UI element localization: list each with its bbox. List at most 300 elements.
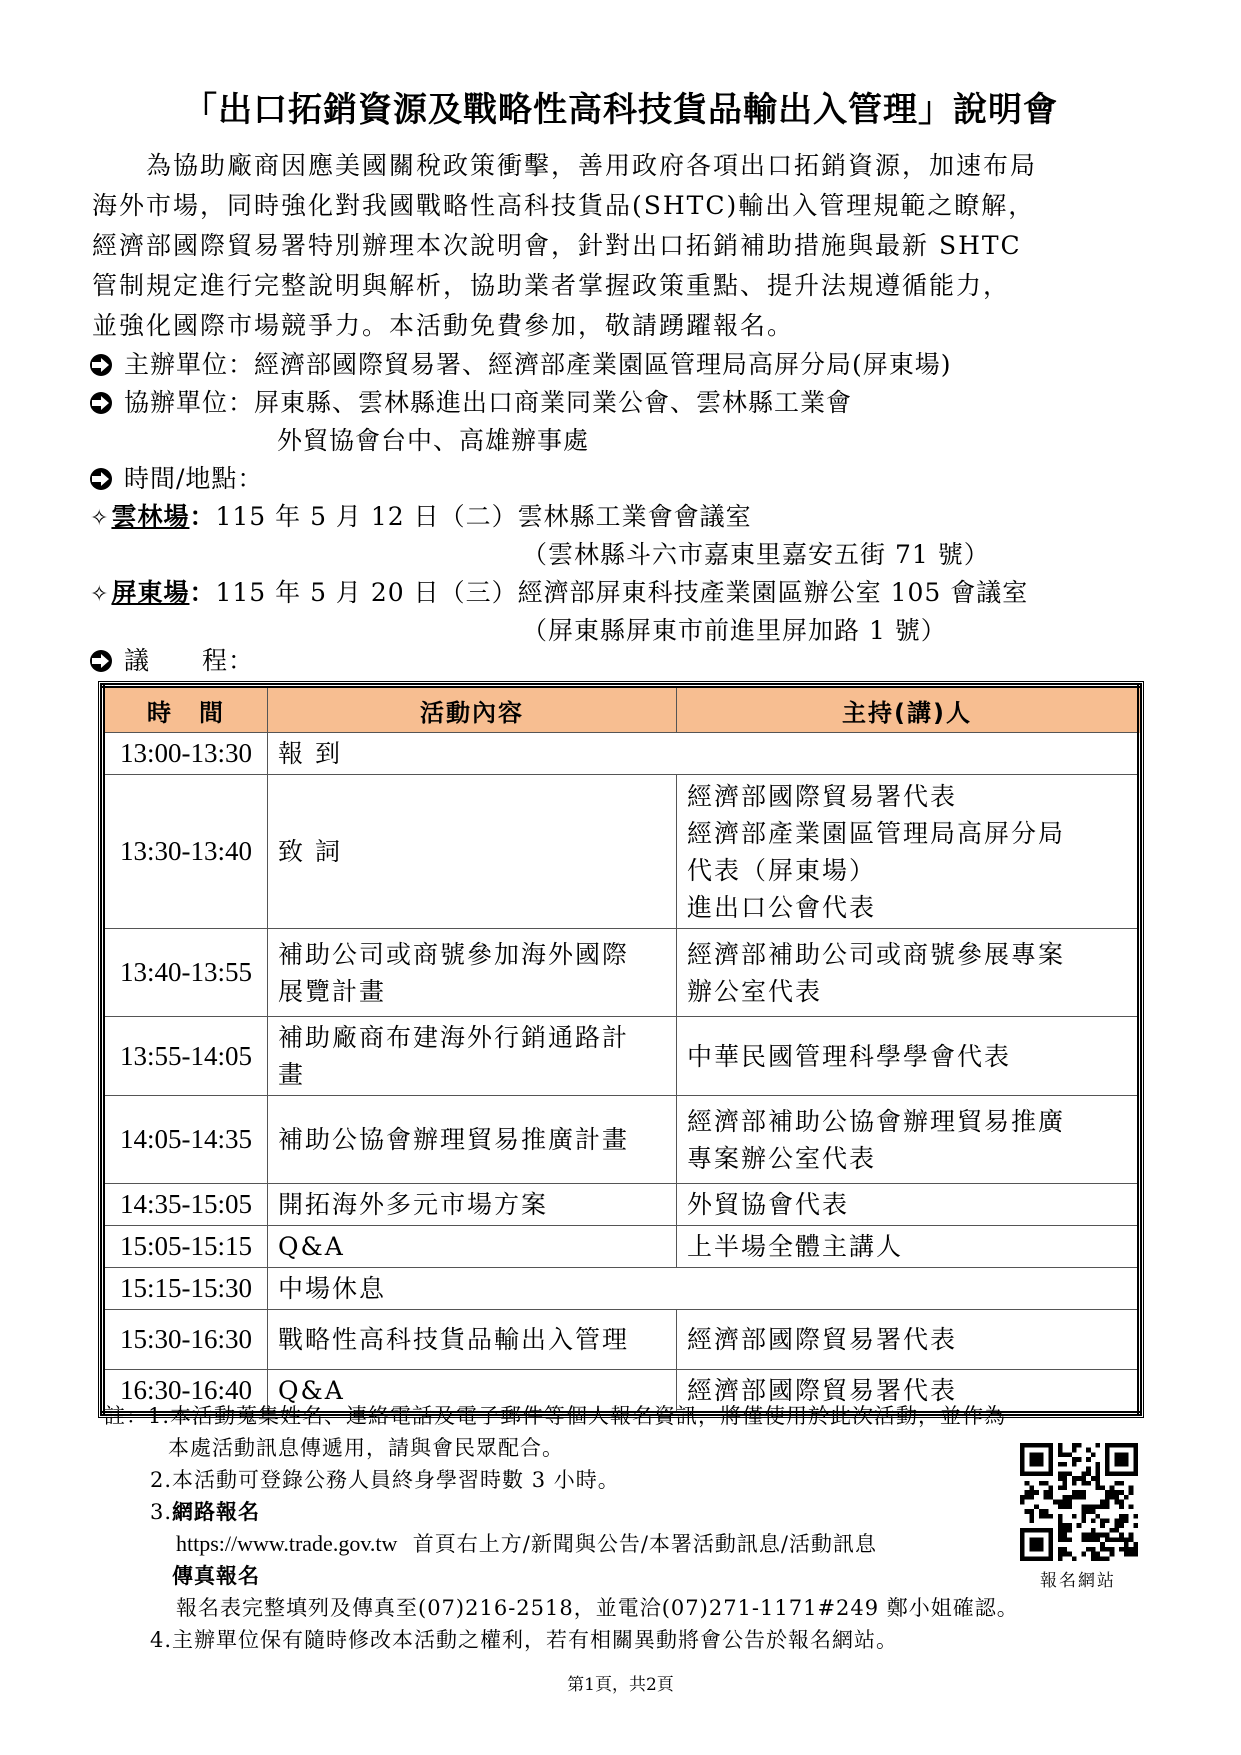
qr-module [1100,1547,1105,1552]
qr-module [1029,1519,1034,1524]
agenda-speaker-line: 經濟部國際貿易署代表 [687,781,958,811]
agenda-speaker [677,1226,1140,1268]
qr-module [1114,1452,1119,1457]
qr-module [1058,1504,1063,1509]
qr-module [1105,1504,1110,1509]
qr-module [1100,1542,1105,1547]
session-date: 115 年 5 月 12 日（二） [215,502,518,531]
agenda-speaker-line: 專案辦公室代表 [687,1143,877,1173]
note-4: 4.主辦單位保有隨時修改本活動之權利，若有相關異動將會公告於報名網站。 [150,1628,899,1652]
qr-module [1091,1528,1096,1533]
page-footer: 第1頁，共2頁 [567,1675,674,1695]
qr-module [1110,1471,1115,1476]
qr-module [1072,1476,1077,1481]
qr-module [1062,1495,1067,1500]
agenda-activity: 報 到 [268,733,1140,775]
co-organizer-line [90,386,852,420]
qr-module [1025,1528,1030,1533]
qr-module [1039,1462,1044,1467]
qr-module [1020,1467,1025,1472]
qr-module [1110,1485,1115,1490]
agenda-speaker-line: 辦公室代表 [687,976,823,1006]
qr-module [1058,1485,1063,1490]
qr-module [1058,1443,1063,1448]
qr-module [1133,1448,1138,1453]
qr-module [1124,1537,1129,1542]
qr-module [1025,1481,1030,1486]
qr-module [1048,1514,1053,1519]
qr-module [1029,1462,1034,1467]
agenda-time: 13:30-13:40 [103,775,268,929]
agenda-row [103,1226,1140,1268]
agenda-time: 16:30-16:40 [103,1370,268,1414]
star-bullet-icon: ✧ [90,582,110,607]
qr-module [1091,1476,1096,1481]
qr-module [1119,1481,1124,1486]
intro-line: 海外市場，同時強化對我國戰略性高科技貨品(SHTC)輸出入管理規範之瞭解， [92,191,1036,220]
qr-module [1058,1462,1063,1467]
qr-module [1020,1462,1025,1467]
qr-module [1025,1490,1030,1495]
qr-module [1020,1528,1025,1533]
qr-module [1034,1462,1039,1467]
qr-module [1020,1552,1025,1557]
qr-module [1114,1500,1119,1505]
note-1 [104,1400,1006,1432]
session-address: （雲林縣斗六市嘉東里嘉安五街 71 號） [522,540,990,569]
star-bullet-icon: ✧ [90,506,110,531]
qr-module [1086,1467,1091,1472]
qr-module [1081,1519,1086,1524]
qr-module [1053,1500,1058,1505]
qr-module [1067,1500,1072,1505]
qr-module [1114,1495,1119,1500]
qr-module [1105,1471,1110,1476]
qr-module [1081,1495,1086,1500]
qr-module [1029,1471,1034,1476]
qr-module [1096,1476,1101,1481]
qr-module [1034,1490,1039,1495]
qr-module [1062,1481,1067,1486]
co-organizer-line-2: 外貿協會台中、高雄辦事處 [277,426,590,455]
agenda-speaker [677,1096,1140,1184]
qr-module [1133,1471,1138,1476]
qr-module [1114,1523,1119,1528]
agenda-time: 13:55-14:05 [103,1017,268,1096]
time-place-line [90,462,263,496]
agenda-time: 15:05-15:15 [103,1226,268,1268]
qr-module [1096,1485,1101,1490]
note-1-text: 1.本活動蒐集姓名、連絡電話及電子郵件等個人報名資訊，將僅使用於此次活動，並作為 [148,1404,1007,1428]
qr-module [1072,1514,1077,1519]
qr-module [1058,1547,1063,1552]
qr-module [1067,1528,1072,1533]
qr-module [1039,1537,1044,1542]
agenda-speaker-line: 外貿協會代表 [687,1190,850,1219]
qr-module [1058,1500,1063,1505]
qr-module [1048,1552,1053,1557]
note-3-prefix: 3. [150,1500,173,1524]
qr-module [1029,1542,1034,1547]
agenda-activity [268,929,677,1017]
qr-module [1086,1533,1091,1538]
qr-module [1129,1471,1134,1476]
notes-prefix: 註： [104,1404,148,1428]
qr-module [1072,1556,1077,1561]
qr-module [1039,1547,1044,1552]
arrow-bullet-icon [90,392,112,414]
qr-module [1039,1471,1044,1476]
qr-module [1086,1537,1091,1542]
qr-module [1096,1443,1101,1448]
qr-module [1058,1537,1063,1542]
qr-module [1133,1547,1138,1552]
qr-module [1020,1500,1025,1505]
qr-module [1072,1490,1077,1495]
qr-module [1029,1495,1034,1500]
intro-line: 為協助廠商因應美國關稅政策衝擊，善用政府各項出口拓銷資源，加速布局 [92,151,1038,180]
qr-module [1029,1547,1034,1552]
qr-module [1029,1537,1034,1542]
qr-module [1029,1443,1034,1448]
session-name: 屏東場 [111,578,190,607]
intro-line: 並強化國際市場競爭力。本活動免費參加，敬請踴躍報名。 [92,311,795,340]
qr-module [1119,1490,1124,1495]
qr-module [1044,1481,1049,1486]
qr-module [1091,1509,1096,1514]
agenda-activity: 補助公協會辦理貿易推廣計畫 [268,1096,677,1184]
qr-module [1020,1443,1025,1448]
qr-module [1119,1514,1124,1519]
qr-module [1124,1519,1129,1524]
qr-module [1096,1471,1101,1476]
qr-module [1119,1537,1124,1542]
qr-module [1119,1452,1124,1457]
qr-module [1039,1514,1044,1519]
qr-module [1119,1457,1124,1462]
qr-module [1124,1471,1129,1476]
qr-module [1077,1457,1082,1462]
qr-module [1100,1533,1105,1538]
qr-module [1048,1471,1053,1476]
session-place: 經濟部屏東科技產業園區辦公室 105 會議室 [517,578,1029,607]
qr-module [1044,1495,1049,1500]
qr-module [1067,1452,1072,1457]
qr-module [1048,1467,1053,1472]
qr-module [1100,1523,1105,1528]
agenda-time: 15:15-15:30 [103,1268,268,1310]
qr-module [1048,1448,1053,1453]
qr-module [1091,1552,1096,1557]
qr-module [1025,1443,1030,1448]
qr-module [1133,1443,1138,1448]
qr-module [1048,1490,1053,1495]
qr-module [1119,1443,1124,1448]
qr-module [1096,1537,1101,1542]
qr-module [1058,1476,1063,1481]
qr-module [1062,1462,1067,1467]
qr-module [1048,1556,1053,1561]
agenda-activity: 戰略性高科技貨品輸出入管理 [268,1310,677,1370]
agenda-speaker-line: 經濟部國際貿易署代表 [687,1376,958,1405]
qr-module [1062,1547,1067,1552]
qr-module [1058,1519,1063,1524]
qr-module [1058,1533,1063,1538]
agenda-row [103,1184,1140,1226]
qr-module [1133,1523,1138,1528]
agenda-row [103,733,1140,775]
qr-module [1110,1552,1115,1557]
agenda-row [103,1268,1140,1310]
agenda-speaker-line: 上半場全體主講人 [687,1232,904,1261]
agenda-time: 14:05-14:35 [103,1096,268,1184]
qr-module [1062,1504,1067,1509]
qr-module [1048,1495,1053,1500]
agenda-speaker-line: 經濟部補助公司或商號參展專案 [687,939,1066,969]
qr-module [1129,1552,1134,1557]
session-pingtung [90,576,1028,612]
qr-module [1058,1523,1063,1528]
qr-module [1077,1495,1082,1500]
qr-module [1105,1519,1110,1524]
qr-module [1067,1471,1072,1476]
qr-module [1048,1452,1053,1457]
qr-module [1081,1471,1086,1476]
qr-module [1105,1467,1110,1472]
qr-module [1114,1528,1119,1533]
qr-module [1048,1443,1053,1448]
qr-module [1062,1537,1067,1542]
qr-module [1133,1514,1138,1519]
note-3-url-line [176,1528,877,1560]
qr-module [1124,1457,1129,1462]
qr-module [1110,1495,1115,1500]
qr-module [1124,1547,1129,1552]
qr-module [1044,1556,1049,1561]
qr-module [1072,1462,1077,1467]
qr-module [1062,1485,1067,1490]
arrow-bullet-icon [90,468,112,490]
co-organizer-label: 協辦單位： [124,388,255,417]
qr-module [1048,1462,1053,1467]
qr-module [1062,1523,1067,1528]
qr-module [1091,1519,1096,1524]
qr-module [1048,1457,1053,1462]
qr-module [1034,1556,1039,1561]
qr-module [1039,1481,1044,1486]
qr-module [1124,1452,1129,1457]
header-time: 時 間 [103,686,268,733]
qr-module [1077,1523,1082,1528]
qr-module [1133,1457,1138,1462]
qr-module [1048,1547,1053,1552]
qr-module [1081,1481,1086,1486]
qr-module [1081,1514,1086,1519]
qr-module [1044,1490,1049,1495]
qr-module [1133,1552,1138,1557]
agenda-activity [268,1017,677,1096]
qr-module [1020,1471,1025,1476]
qr-module [1114,1519,1119,1524]
qr-module [1105,1452,1110,1457]
session-colon: ： [189,578,216,607]
qr-module [1110,1547,1115,1552]
agenda-speaker [677,1310,1140,1370]
qr-module [1044,1528,1049,1533]
qr-module [1020,1495,1025,1500]
agenda-label: 議 程： [124,646,255,675]
qr-module [1100,1500,1105,1505]
qr-module [1048,1542,1053,1547]
qr-module [1086,1457,1091,1462]
qr-module [1029,1514,1034,1519]
qr-module [1044,1471,1049,1476]
time-place-label: 時間/地點： [124,464,264,493]
organizer-line [90,348,952,382]
qr-module [1105,1462,1110,1467]
qr-module [1124,1495,1129,1500]
agenda-header-row [103,686,1140,733]
qr-module [1029,1485,1034,1490]
agenda-speaker-line: 中華民國管理科學學會代表 [687,1041,1012,1071]
agenda-speaker-line: 經濟部補助公協會辦理貿易推廣 [687,1106,1066,1136]
qr-module [1029,1452,1034,1457]
qr-module [1072,1481,1077,1486]
qr-module [1067,1537,1072,1542]
agenda-label-line [90,644,254,678]
qr-module [1086,1509,1091,1514]
agenda-activity-line: 補助廠商布建海外行銷通路計 [278,1023,630,1052]
agenda-row [103,1017,1140,1096]
qr-module [1058,1556,1063,1561]
qr-module [1044,1509,1049,1514]
qr-module [1034,1457,1039,1462]
agenda-speaker [677,929,1140,1017]
agenda-table [100,683,1142,1416]
qr-module [1025,1495,1030,1500]
registration-url-link[interactable]: https://www.trade.gov.tw [176,1531,398,1556]
qr-module [1124,1462,1129,1467]
page-title: 「出口拓銷資源及戰略性高科技貨品輸出入管理」說明會 [183,90,1058,130]
qr-module [1029,1556,1034,1561]
session-date: 115 年 5 月 20 日（三） [215,578,518,607]
agenda-row [103,1096,1140,1184]
qr-module [1129,1490,1134,1495]
qr-module [1044,1443,1049,1448]
agenda-time: 14:35-15:05 [103,1184,268,1226]
qr-module [1062,1500,1067,1505]
qr-module [1034,1528,1039,1533]
qr-module [1114,1490,1119,1495]
agenda-speaker [677,775,1140,929]
qr-module [1048,1533,1053,1538]
session-place: 雲林縣工業會會議室 [517,502,752,531]
qr-module [1091,1547,1096,1552]
qr-module [1048,1537,1053,1542]
qr-caption: 報名網站 [1040,1571,1116,1591]
agenda-activity: 致 詞 [268,775,677,929]
qr-module [1133,1462,1138,1467]
qr-module [1105,1533,1110,1538]
qr-module [1067,1552,1072,1557]
qr-module [1062,1476,1067,1481]
qr-module [1100,1504,1105,1509]
agenda-activity: 開拓海外多元市場方案 [268,1184,677,1226]
qr-module [1077,1476,1082,1481]
qr-module [1124,1552,1129,1557]
qr-module [1096,1552,1101,1557]
qr-module [1114,1471,1119,1476]
qr-module [1034,1504,1039,1509]
header-speaker: 主持(講)人 [677,686,1140,733]
qr-module [1091,1537,1096,1542]
qr-module [1081,1537,1086,1542]
qr-module [1105,1495,1110,1500]
qr-module [1020,1533,1025,1538]
qr-module [1124,1542,1129,1547]
qr-module [1086,1504,1091,1509]
qr-module [1058,1514,1063,1519]
agenda-activity-line: 補助公司或商號參加海外國際 [278,939,630,969]
agenda-row [103,775,1140,929]
qr-module [1039,1443,1044,1448]
qr-module [1124,1514,1129,1519]
qr-code-icon[interactable] [1020,1443,1138,1561]
qr-module [1039,1452,1044,1457]
qr-module [1067,1504,1072,1509]
qr-module [1119,1504,1124,1509]
qr-module [1129,1443,1134,1448]
agenda-speaker-line: 進出口公會代表 [687,892,877,922]
qr-module [1096,1556,1101,1561]
agenda-row [103,929,1140,1017]
qr-module [1096,1481,1101,1486]
qr-module [1034,1452,1039,1457]
agenda-time: 13:40-13:55 [103,929,268,1017]
qr-module [1119,1533,1124,1538]
qr-module [1044,1514,1049,1519]
qr-module [1077,1490,1082,1495]
qr-module [1039,1528,1044,1533]
qr-module [1048,1528,1053,1533]
qr-module [1048,1485,1053,1490]
qr-module [1096,1514,1101,1519]
qr-module [1039,1457,1044,1462]
online-registration-label: 網路報名 [172,1500,261,1524]
qr-module [1119,1462,1124,1467]
qr-module [1062,1452,1067,1457]
qr-module [1129,1533,1134,1538]
agenda-speaker [677,1017,1140,1096]
qr-module [1086,1481,1091,1486]
qr-module [1034,1547,1039,1552]
qr-module [1096,1504,1101,1509]
registration-path: 首頁右上方/新聞與公告/本署活動訊息/活動訊息 [412,1532,877,1556]
qr-module [1129,1485,1134,1490]
arrow-bullet-icon [90,650,112,672]
agenda-speaker-line: 經濟部產業園區管理局高屏分局 [687,818,1066,848]
qr-module [1119,1500,1124,1505]
qr-module [1072,1448,1077,1453]
qr-module [1067,1495,1072,1500]
qr-module [1110,1490,1115,1495]
agenda-speaker-line: 代表（屏東場） [687,855,877,885]
qr-module [1110,1537,1115,1542]
qr-module [1020,1537,1025,1542]
agenda-time: 15:30-16:30 [103,1310,268,1370]
qr-module [1119,1547,1124,1552]
qr-module [1072,1495,1077,1500]
